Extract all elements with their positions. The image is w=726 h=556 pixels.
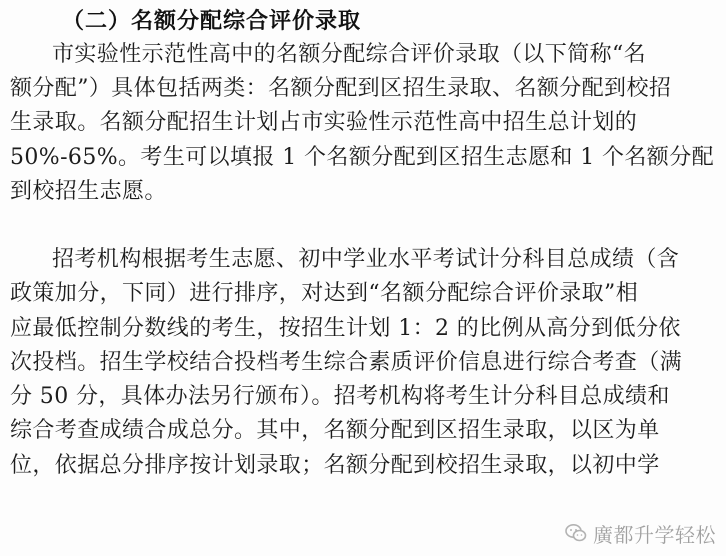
paragraph-2-line-4: 次投档。招生学校结合投档考生综合素质评价信息进行综合考查（满 [10,350,683,375]
wechat-icon [564,521,588,545]
paragraph-1-line-2: 额分配”）具体包括两类：名额分配到区招生录取、名额分配到校招 [10,76,672,101]
paragraph-2-line-2: 政策加分，下同）进行排序，对达到“名额分配综合评价录取”相 [10,281,639,306]
paragraph-1-line-5: 到校招生志愿。 [10,179,167,204]
paragraph-2-line-7: 位，依据总分排序按计划录取；名额分配到校招生录取，以初中学 [10,453,660,478]
paragraph-1-line-4: 50%-65%。考生可以填报 1 个名额分配到区招生志愿和 1 个名额分配 [10,145,714,170]
section-heading: （二）名额分配综合评价录取 [62,9,362,34]
paragraph-2-line-5: 分 50 分，具体办法另行颁布）。招考机构将考生计分科目总成绩和 [10,384,670,409]
watermark-text: 廣都升学轻松 [593,522,716,547]
paragraph-2-line-1: 招考机构根据考生志愿、初中学业水平考试计分科目总成绩（含 [52,247,680,272]
paragraph-1-line-3: 生录取。名额分配招生计划占市实验性示范性高中招生总计划的 [10,110,638,135]
paragraph-2-line-6: 综合考查成绩合成总分。其中，名额分配到区招生录取，以区为单 [10,418,660,443]
paragraph-1-line-1: 市实验性示范性高中的名额分配综合评价录取（以下简称“名 [52,42,647,67]
paragraph-2-line-3: 应最低控制分数线的考生，按招生计划 1：2 的比例从高分到低分依 [10,316,681,341]
watermark [560,516,720,550]
